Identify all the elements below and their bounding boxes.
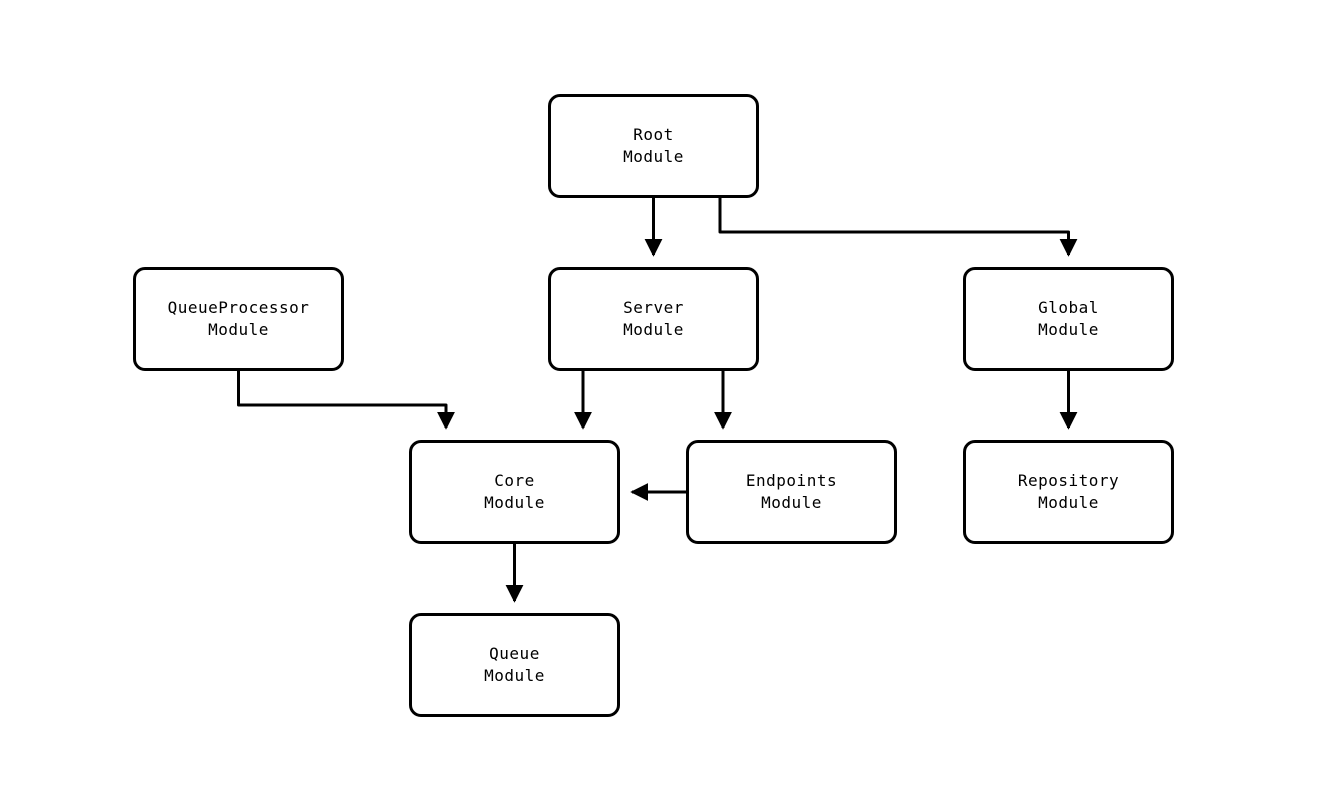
node-core-module[interactable]	[409, 440, 620, 544]
node-label-line1: Global	[1038, 298, 1099, 317]
node-repository-module[interactable]	[963, 440, 1174, 544]
edge-root-to-global	[720, 198, 1069, 255]
node-queueprocessor-module[interactable]	[133, 267, 344, 371]
node-label-line2: Module	[484, 493, 545, 512]
node-label-line1: Queue	[489, 644, 540, 663]
node-label-line2: Module	[623, 147, 684, 166]
node-label-line1: Server	[623, 298, 684, 317]
node-label-line2: Module	[1038, 493, 1099, 512]
node-label-line2: Module	[484, 666, 545, 685]
node-label-line1: Repository	[1017, 471, 1120, 490]
node-server-module[interactable]	[548, 267, 759, 371]
node-label-line1: Endpoints	[745, 471, 838, 490]
node-root-module[interactable]	[548, 94, 759, 198]
edge-queueprocessor-to-core	[239, 371, 447, 428]
node-label-line1: QueueProcessor	[167, 298, 310, 317]
node-label-line2: Module	[208, 320, 269, 339]
node-label-line1: Root	[633, 125, 674, 144]
node-label-line2: Module	[623, 320, 684, 339]
node-queue-module[interactable]	[409, 613, 620, 717]
node-label-line2: Module	[761, 493, 822, 512]
node-label-line2: Module	[1038, 320, 1099, 339]
node-label-line1: Core	[494, 471, 535, 490]
node-global-module[interactable]	[963, 267, 1174, 371]
node-endpoints-module[interactable]	[686, 440, 897, 544]
